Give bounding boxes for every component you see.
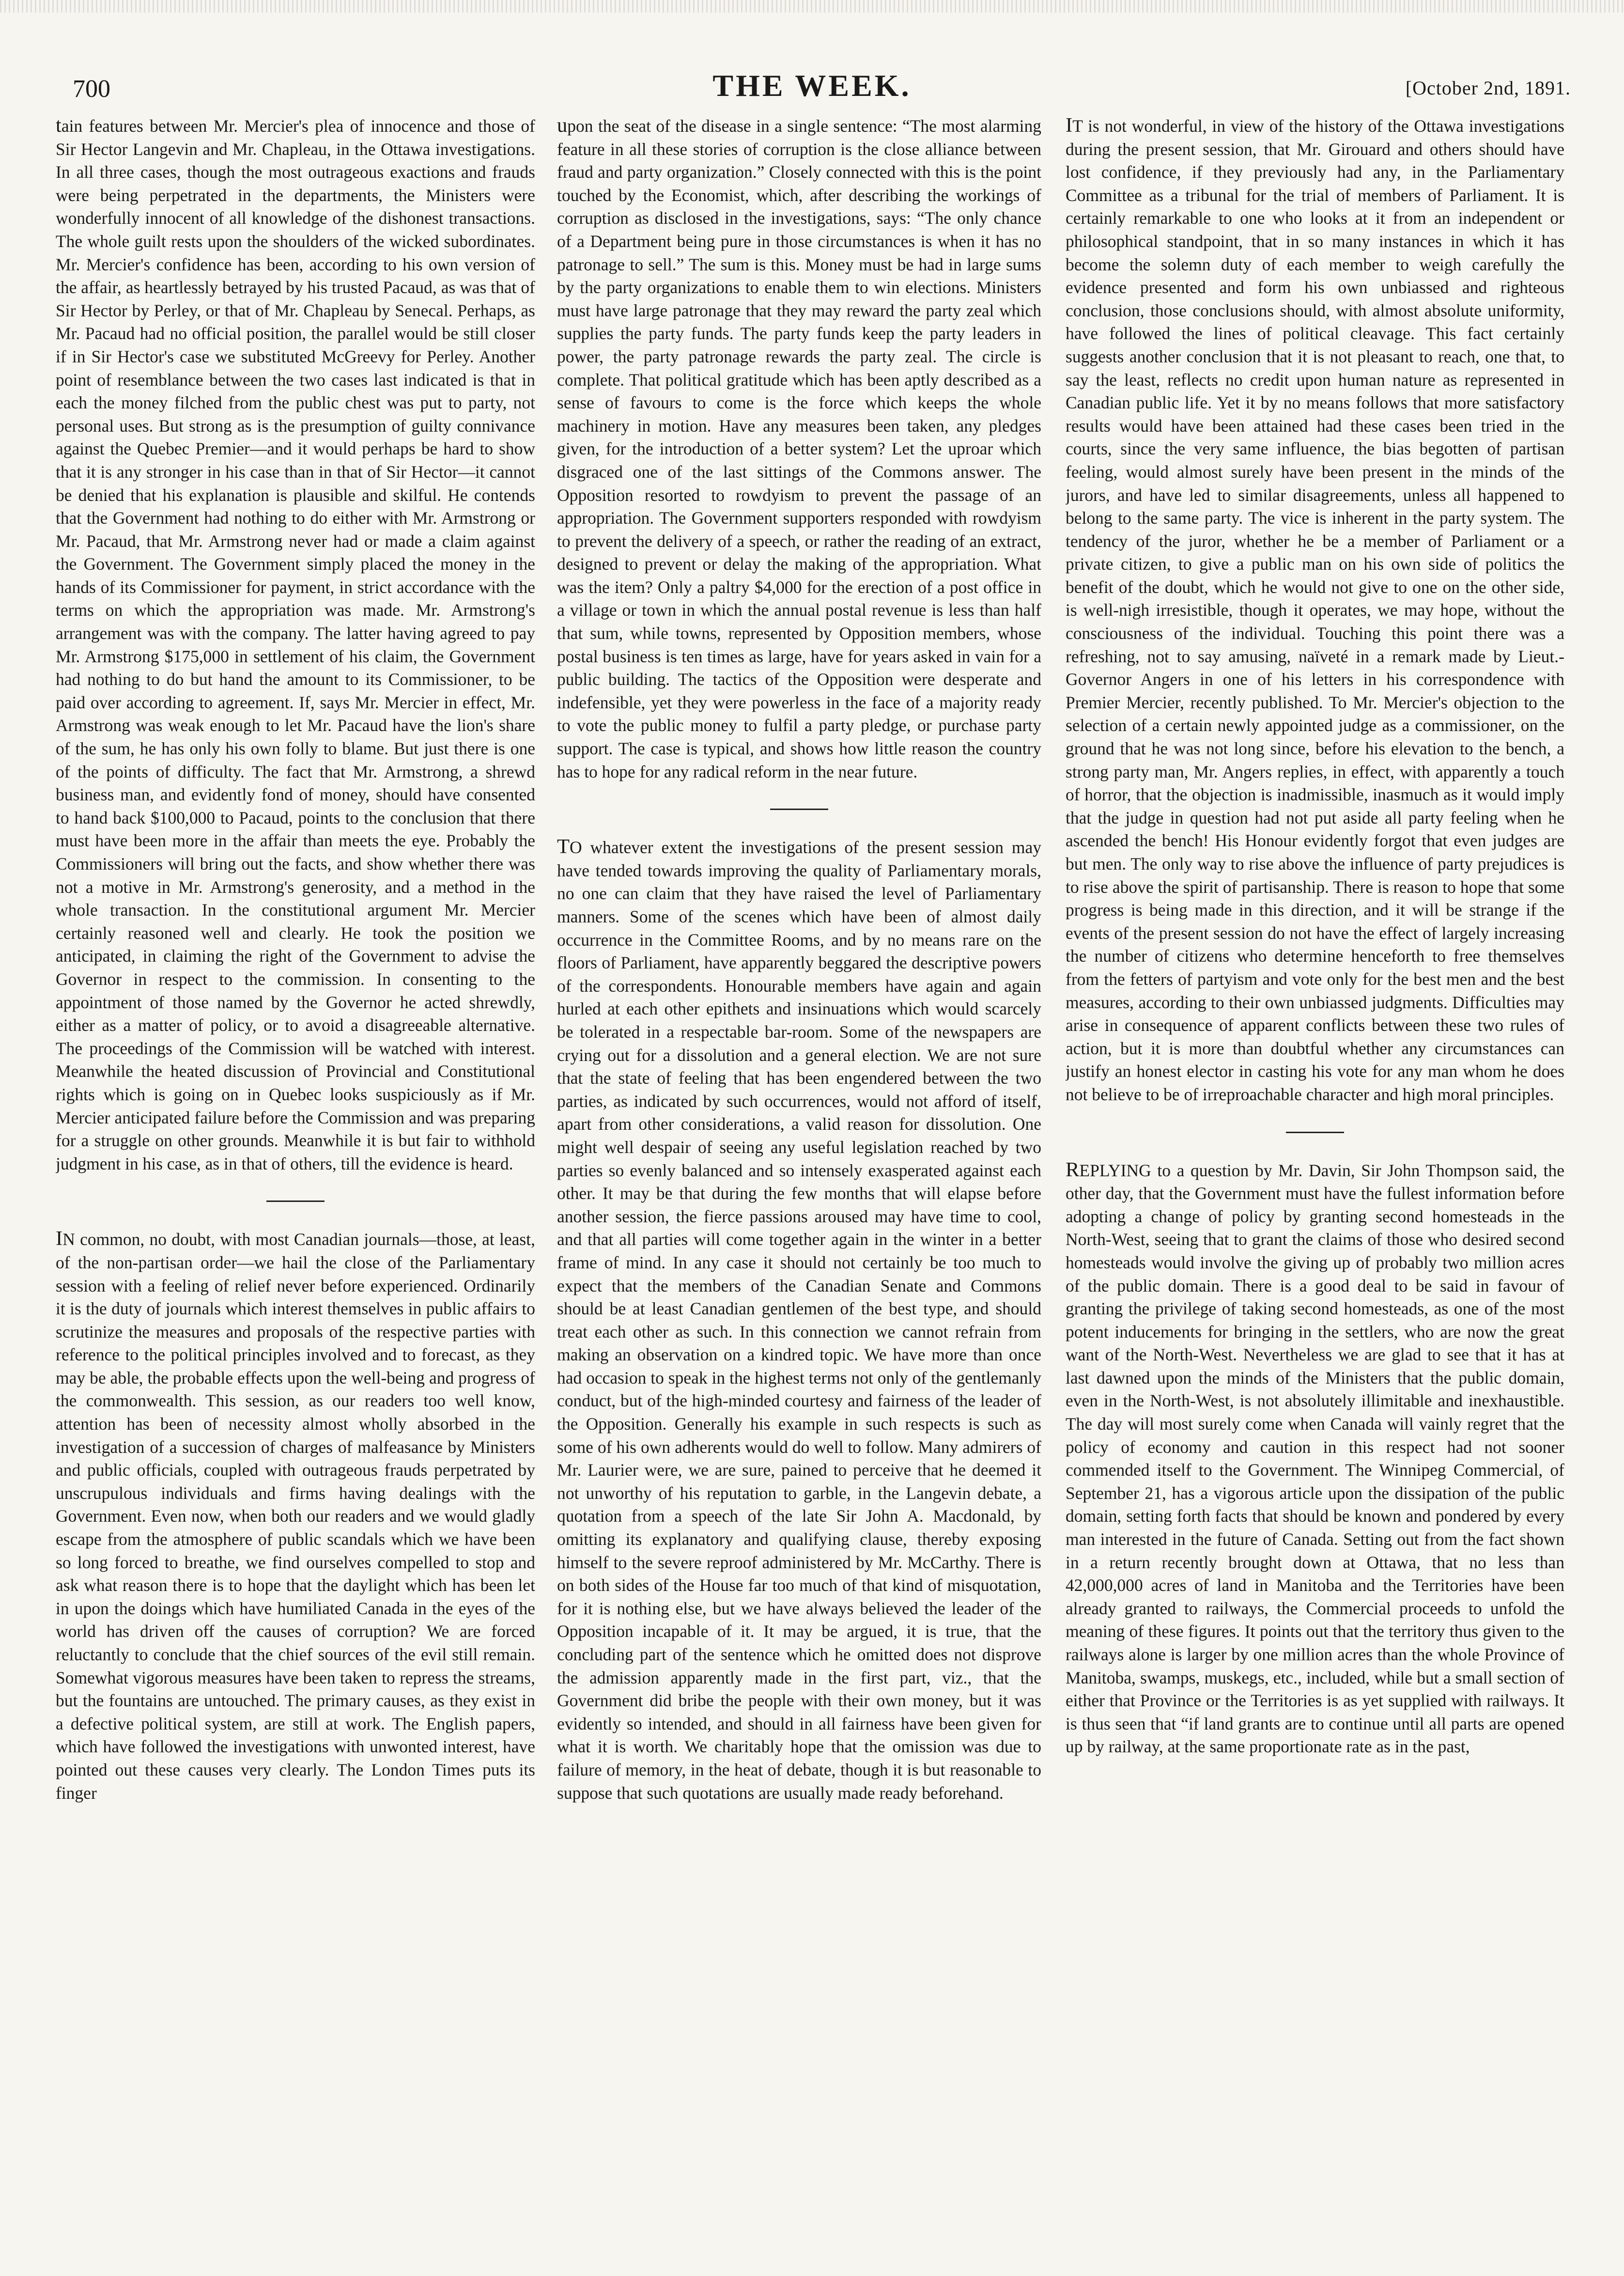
article-paragraph: tain features between Mr. Mercier's plea of innocence and those of Sir Hector Langevin and Mr. Chapleau, in the Ottawa investigations. In all three cases, though the most outrageous exactions and frauds were being perpetrated in the departments, the Ministers were wonderfully innocent of all knowledge of the dishonest transactions. The whole guilt rests upon the shoulders of the wicked subordinates. Mr. Mercier's confidence has been, according to his own version of the affair, as heartlessly betrayed by his trusted Pacaud, as was that of Sir Hector by Perley, or that of Mr. Chapleau by Senecal. Perhaps, as Mr. Pacaud had no official position, the parallel would be still closer if in Sir Hector's case we substituted McGreevy for Perley. Another point of resemblance between the two cases last indicated is that in each the money filched from the public chest was put to party, not personal uses. But strong as is the presumption of guilty connivance against the Quebec Premier—and it would perhaps be hard to show that it is any stronger in his case than in that of Sir Hector—it cannot be denied that his explanation is plausible and skilful. He contends that the Government had nothing to do either with Mr. Armstrong or Mr. Pacaud, that Mr. Armstrong never had or made a claim against the Government. The Government simply placed the money in the hands of its Commissioner for payment, in strict accordance with the terms on which the appropriation was made. Mr. Armstrong's arrangement was with the company. The latter having agreed to pay Mr. Armstrong $175,000 in settlement of his claim, the Government had nothing to do but hand the amount to its Commissioner, to be paid over according to agreement. If, says Mr. Mercier in effect, Mr. Armstrong was weak enough to let Mr. Pacaud have the lion's share of the sum, he has only his own folly to blame. But just there is one of the points of difficulty. The fact that Mr. Armstrong, a shrewd business man, and evidently fond of money, should have consented to hand back $100,000 to Pacaud, points to the conclusion that there must have been more in the affair than meets the eye. Probably the Commissioners will bring out the facts, and show whether there was not a motive in Mr. Armstrong's generosity, and a method in the whole transaction. In the constitutional argument Mr. Mercier certainly reasoned well and clearly. He took the position we anticipated, in claiming the right of the Government to advise the Governor in respect to the commission. In consenting to the appointment of those named by the Governor he acted shrewdly, either as a matter of policy, or to avoid a disagreeable alternative. The proceedings of the Commission will be watched with interest. Meanwhile the heated discussion of Provincial and Constitutional rights which is going on in Quebec looks suspiciously as if Mr. Mercier anticipated failure before the Commission and was preparing for a struggle on other grounds. Meanwhile it is but fair to withhold judgment in his case, as in that of others, till the evidence is heard. [56, 114, 535, 1173]
section-divider [266, 1200, 325, 1202]
article-paragraph: IN common, no doubt, with most Canadian journals—those, at least, of the non-partisan order—we hail the close of the Parliamentary session with a feeling of relief never before experienced. Ordinarily it is the duty of journals which interest themselves in public affairs to scrutinize the measures and proposals of the respective parties with reference to the political principles involved and to forecast, as they may be able, the probable effects upon the well-being and progress of the commonwealth. This session, as our readers too well know, attention has been of necessity almost wholly absorbed in the investigation of a succession of charges of malfeasance by Ministers and public officials, coupled with outrageous frauds perpetrated by unscrupulous individuals and firms having dealings with the Government. Even now, when both our readers and we would gladly escape from the atmosphere of public scandals which we have been so long forced to breathe, we find ourselves compelled to stop and ask what reason there is to hope that the daylight which has been let in upon the doings which have humiliated Canada in the eyes of the world has driven off the causes of corruption? We are forced reluctantly to conclude that the chief sources of the evil still remain. Somewhat vigorous measures have been taken to repress the streams, but the fountains are untouched. The primary causes, as they exist in a defective political system, are still at work. The English papers, which have followed the investigations with unwonted interest, have pointed out these causes very clearly. The London Times puts its finger [56, 1227, 535, 1803]
page-number: 700 [73, 75, 110, 103]
column-3 [1066, 114, 1564, 2265]
issue-date: [October 2nd, 1891. [1405, 77, 1571, 99]
masthead-title: THE WEEK. [712, 68, 912, 103]
column-2 [557, 114, 1041, 2265]
article-paragraph: REPLYING to a question by Mr. Davin, Sir John Thompson said, the other day, that the Government must have the fullest information before adopting a change of policy by granting second homesteads in the North-West, seeing that to grant the claims of those who desired second homesteads would involve the giving up of probably two million acres of the public domain. There is a good deal to be said in favour of granting the privilege of taking second homesteads, as one of the most potent inducements for bringing in the settlers, who are now the great want of the North-West. Nevertheless we are glad to see that it has at last dawned upon the minds of the Ministers that the public domain, even in the North-West, is not absolutely illimitable and inexhaustible. The day will most surely come when Canada will vainly regret that the policy of economy and caution in this respect had not sooner commended itself to the Government. The Winnipeg Commercial, of September 21, has a vigorous article upon the dissipation of the public domain, setting forth facts that should be known and pondered by every man interested in the future of Canada. Setting out from the fact shown in a return recently brought down at Ottawa, that no less than 42,000,000 acres of land in Manitoba and the Territories have been already granted to railways, the Commercial proceeds to unfold the meaning of these figures. It points out that the territory thus given to the railways alone is larger by one million acres than the whole Province of Manitoba, swamps, muskegs, etc., included, while but a small section of either that Province or the Territories is as yet supplied with railways. It is thus seen that “if land grants are to continue until all parts are opened up by railway, at the same proportionate rate as in the past, [1066, 1158, 1564, 1757]
article-paragraph: IT is not wonderful, in view of the history of the Ottawa investigations during the present session, that Mr. Girouard and others should have lost confidence, if they previously had any, in the Parliamentary Committee as a tribunal for the trial of members of Parliament. It is certainly remarkable to one who looks at it from an independent or philosophical standpoint, that in so many instances in which it has become the solemn duty of each member to weigh carefully the evidence presented and form his own unbiassed and righteous conclusion, those conclusions should, with almost absolute uniformity, have followed the lines of political cleavage. This fact certainly suggests another conclusion that it is not pleasant to reach, one that, to say the least, reflects no credit upon human nature as represented in Canadian public life. Yet it by no means follows that more satisfactory results would have been attained had these cases been tried in the courts, since the very same influence, the bias begotten of partisan feeling, would almost surely have been present in the minds of the jurors, and have led to similar disagreements, unless all happened to belong to the same party. The vice is inherent in the party system. The tendency of the juror, whether he be a member of Parliament or a private citizen, to give a public man on his own side of politics the benefit of the doubt, which he would not give to one on the other side, is well-nigh irresistible, though it operates, we may hope, without the consciousness of the individual. Touching this point there was a refreshing, not to say amusing, naïveté in a remark made by Lieut.-Governor Angers in one of his letters in his correspondence with Premier Mercier, recently published. To Mr. Mercier's objection to the selection of a certain newly appointed judge as a commissioner, on the ground that he was not long since, before his elevation to the bench, a strong party man, Mr. Angers replies, in effect, with apparently a touch of horror, that the objection is inadmissible, inasmuch as it would imply that the judge in question had not put aside all party feeling when he ascended the bench! His Honour evidently forgot that even judges are but men. The only way to rise above the influence of party prejudices is to rise above the spirit of partisanship. There is reason to hope that some progress is being made in this direction, and it will be strange if the events of the present session do not have the effect of largely increasing the number of citizens who determine henceforth to free themselves from the fetters of partyism and vote only for the best men and the best measures, according to their own unbiassed judgments. Difficulties may arise in consequence of apparent conflicts between these two rules of action, but it is more than doubtful whether any circumstances can justify an honest elector in casting his vote for any man whom he does not believe to be of irreproachable character and high moral principles. [1066, 114, 1564, 1104]
article-paragraph: upon the seat of the disease in a single sentence: “The most alarming feature in all these stories of corruption is the close alliance between fraud and party organization.” Closely connected with this is the point touched by the Economist, which, after describing the workings of corruption as disclosed in the investigations, says: “The only chance of a Department being pure in those circumstances is when it has no patronage to sell.” The sum is this. Money must be had in large sums by the party organizations to enable them to win elections. Ministers must have large patronage that they may reward the party zeal which supplies the party funds. The party funds keep the party leaders in power, the party patronage rewards the party zeal. The circle is complete. That political gratitude which has been aptly described as a sense of favours to come is the force which keeps the whole machinery in motion. Have any measures been taken, any pledges given, for the introduction of a better system? Let the uproar which disgraced one of the last sittings of the Commons answer. The Opposition resorted to rowdyism to prevent the passage of an appropriation. The Government supporters responded with rowdyism to prevent the delivery of a speech, or rather the reading of an extract, designed to prevent or delay the making of the appropriation. What was the item? Only a paltry $4,000 for the erection of a post office in a village or town in which the annual postal revenue is less than half that sum, while towns, represented by Opposition members, whose postal business is ten times as large, have for years asked in vain for a public building. The tactics of the Opposition were desperate and indefensible, yet they were powerless in the face of a majority ready to vote the public money to fulfil a party pledge, or purchase party support. The case is typical, and shows how little reason the country has to hope for any radical reform in the near future. [557, 114, 1041, 781]
top-edge-strip [0, 0, 1624, 13]
section-divider [770, 809, 828, 810]
page-header [0, 68, 1624, 107]
column-1 [56, 114, 535, 2265]
article-paragraph: TO whatever extent the investigations of the present session may have tended towards improving the quality of Parliamentary morals, no one can claim that they have raised the level of Parliamentary manners. Some of the scenes which have been of almost daily occurrence in the Committee Rooms, and by no means rare on the floors of Parliament, have apparently beggared the descriptive powers of the correspondents. Honourable members have again and again hurled at each other epithets and insinuations which would scarcely be tolerated in a respectable bar-room. Some of the newspapers are crying out for a dissolution and a general election. We are not sure that the state of feeling that has been engendered between the two parties, as indicated by such occurrences, would not afford of itself, apart from other considerations, a valid reason for dissolution. One might well despair of seeing any useful legislation reached by two parties so evenly balanced and so intensely exasperated against each other. It may be that during the few months that will elapse before another session, the fierce passions aroused may have time to cool, and that all parties will come together again in the winter in a better frame of mind. In any case it should not certainly be too much to expect that the members of the Canadian Senate and Commons should be at least Canadian gentlemen of the best type, and should treat each other as such. In this connection we cannot refrain from making an observation on a kindred topic. We have more than once had occasion to speak in the highest terms not only of the gentlemanly conduct, but of the high-minded courtesy and fairness of the leader of the Opposition. Generally his example in such respects is such as some of his own adherents would do well to follow. Many admirers of Mr. Laurier were, we are sure, pained to perceive that he deemed it not unworthy of his reputation to garble, in the Langevin debate, a quotation from a speech of the late Sir John A. Macdonald, by omitting its explanatory and qualifying clause, thereby exposing himself to the severe reproof administered by Mr. McCarthy. There is on both sides of the House far too much of that kind of misquotation, for it is nothing else, but we have always believed the leader of the Opposition incapable of it. It may be argued, it is true, that the concluding part of the sentence which he omitted does not disprove the admission apparently made in the first part, viz., that the Government did bribe the people with their own money, but it was evidently so intended, and should in all fairness have been given for what it is worth. We charitably hope that the omission was due to failure of memory, in the heat of debate, though it is but reasonable to suppose that such quotations are usually made ready beforehand. [557, 835, 1041, 1803]
section-divider [1286, 1132, 1344, 1133]
